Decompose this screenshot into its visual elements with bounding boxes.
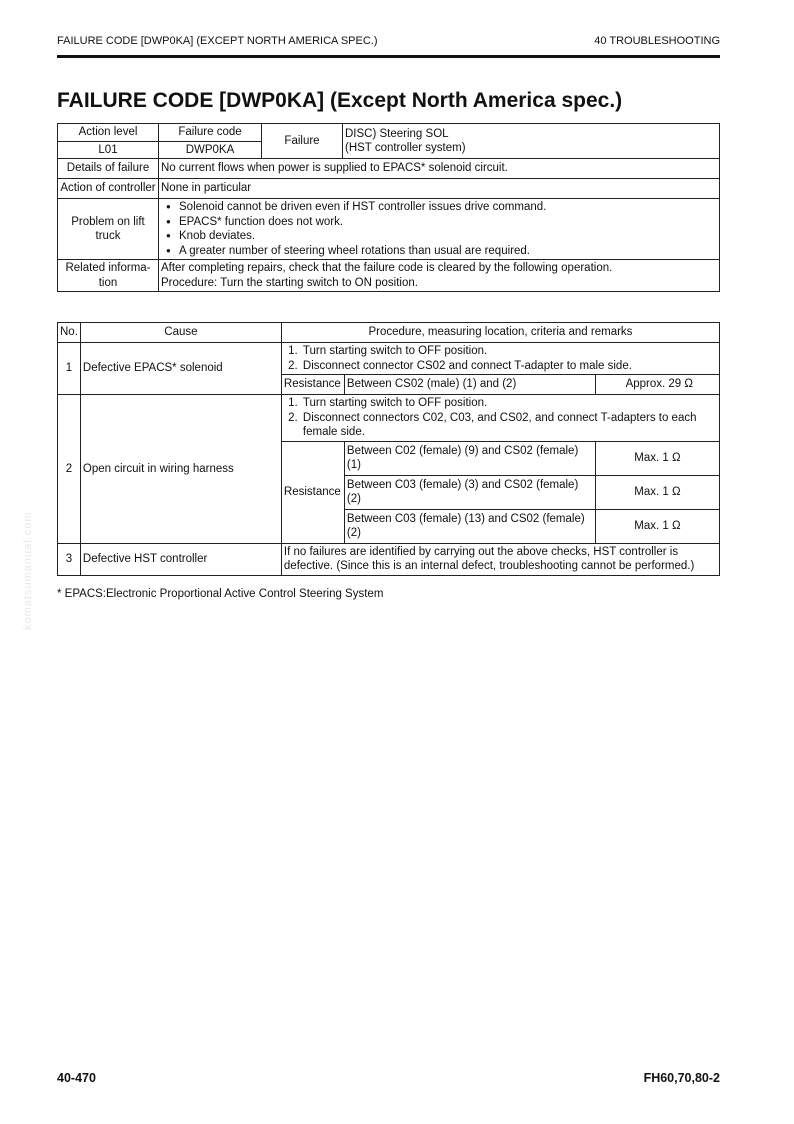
related-info-line-1: After completing repairs, check that the failure code is cleared by the following operation. xyxy=(161,262,613,274)
procedure-column-header: Procedure, measuring location, criteria and remarks xyxy=(281,323,719,343)
problem-item: ● EPACS* function does not work. xyxy=(179,215,717,230)
failure-code-header: Failure code xyxy=(159,124,262,142)
procedure-step: 2. Disconnect connector CS02 and connect T-adapter to male side. xyxy=(301,359,717,374)
page-title: FAILURE CODE [DWP0KA] (Except North America spec.) xyxy=(57,89,623,112)
action-level-value: L01 xyxy=(58,141,159,159)
running-header xyxy=(57,35,720,55)
failure-description-line-1: DISC) Steering SOL xyxy=(345,127,449,140)
related-info-line-2: Procedure: Turn the starting switch to ON position. xyxy=(161,276,418,289)
problem-item: ● Solenoid cannot be driven even if HST controller issues drive command. xyxy=(179,200,717,215)
measurement-value: Approx. 29 Ω xyxy=(595,375,719,395)
cause-column-header: Cause xyxy=(80,323,281,343)
failure-code-value: DWP0KA xyxy=(159,141,262,159)
measurement-value: Max. 1 Ω xyxy=(595,475,719,509)
problem-list-cell xyxy=(159,199,720,260)
cause-text: Defective EPACS* solenoid xyxy=(80,343,281,395)
procedure-step: 1. Turn starting switch to OFF position. xyxy=(301,344,717,359)
measurement-location: Between C02 (female) (9) and CS02 (female) (1) xyxy=(344,441,595,475)
model-number: FH60,70,80-2 xyxy=(643,1071,720,1085)
action-level-header: Action level xyxy=(58,124,159,142)
details-label: Details of failure xyxy=(58,159,159,179)
measurement-location: Between CS02 (male) (1) and (2) xyxy=(344,375,595,395)
failure-summary-table xyxy=(57,123,720,292)
failure-label: Failure xyxy=(262,124,343,159)
measurement-location: Between C03 (female) (3) and CS02 (female) (2) xyxy=(344,475,595,509)
details-value: No current flows when power is supplied to EPACS* solenoid circuit. xyxy=(159,159,720,179)
cause-number: 2 xyxy=(58,395,81,544)
cause-text: Open circuit in wiring harness xyxy=(80,395,281,544)
header-rule xyxy=(57,55,720,58)
action-controller-value: None in particular xyxy=(159,179,720,199)
no-column-header: No. xyxy=(58,323,81,343)
action-controller-label: Action of controller xyxy=(58,179,159,199)
procedure-steps-cell xyxy=(281,395,719,442)
resistance-label: Resistance xyxy=(281,375,344,395)
failure-description xyxy=(343,124,720,159)
related-info-label: Related informa-tion xyxy=(58,260,159,292)
cause-number: 1 xyxy=(58,343,81,395)
header-chapter: 40 TROUBLESHOOTING xyxy=(594,35,720,47)
procedure-step: 2. Disconnect connectors C02, C03, and CS02, and connect T-adapters to each female side. xyxy=(301,411,717,440)
problem-label: Problem on lift truck xyxy=(58,199,159,260)
related-info-value xyxy=(159,260,720,292)
resistance-label: Resistance xyxy=(281,441,344,543)
failure-description-line-2: (HST controller system) xyxy=(345,142,466,154)
cause-procedure-table xyxy=(57,322,720,576)
header-section-title: FAILURE CODE [DWP0KA] (EXCEPT NORTH AMERICA SPEC.) xyxy=(57,35,378,47)
page-number: 40-470 xyxy=(57,1071,96,1085)
procedure-steps-cell xyxy=(281,343,719,375)
watermark: komatsumanual.com xyxy=(22,511,34,630)
problem-list xyxy=(161,200,717,258)
cause-number: 3 xyxy=(58,543,81,575)
cause-remark: If no failures are identified by carrying out the above checks, HST controller is defective. (Since this is an internal defect, troubleshooting cannot be performed.) xyxy=(281,543,719,575)
procedure-steps xyxy=(284,344,717,373)
measurement-value: Max. 1 Ω xyxy=(595,509,719,543)
cause-text: Defective HST controller xyxy=(80,543,281,575)
procedure-step: 1. Turn starting switch to OFF position. xyxy=(301,396,717,411)
problem-item: ● Knob deviates. xyxy=(179,229,717,244)
footnote: * EPACS:Electronic Proportional Active Control Steering System xyxy=(57,588,384,600)
problem-item: ● A greater number of steering wheel rotations than usual are required. xyxy=(179,244,717,259)
measurement-location: Between C03 (female) (13) and CS02 (female) (2) xyxy=(344,509,595,543)
procedure-steps xyxy=(284,396,717,440)
measurement-value: Max. 1 Ω xyxy=(595,441,719,475)
